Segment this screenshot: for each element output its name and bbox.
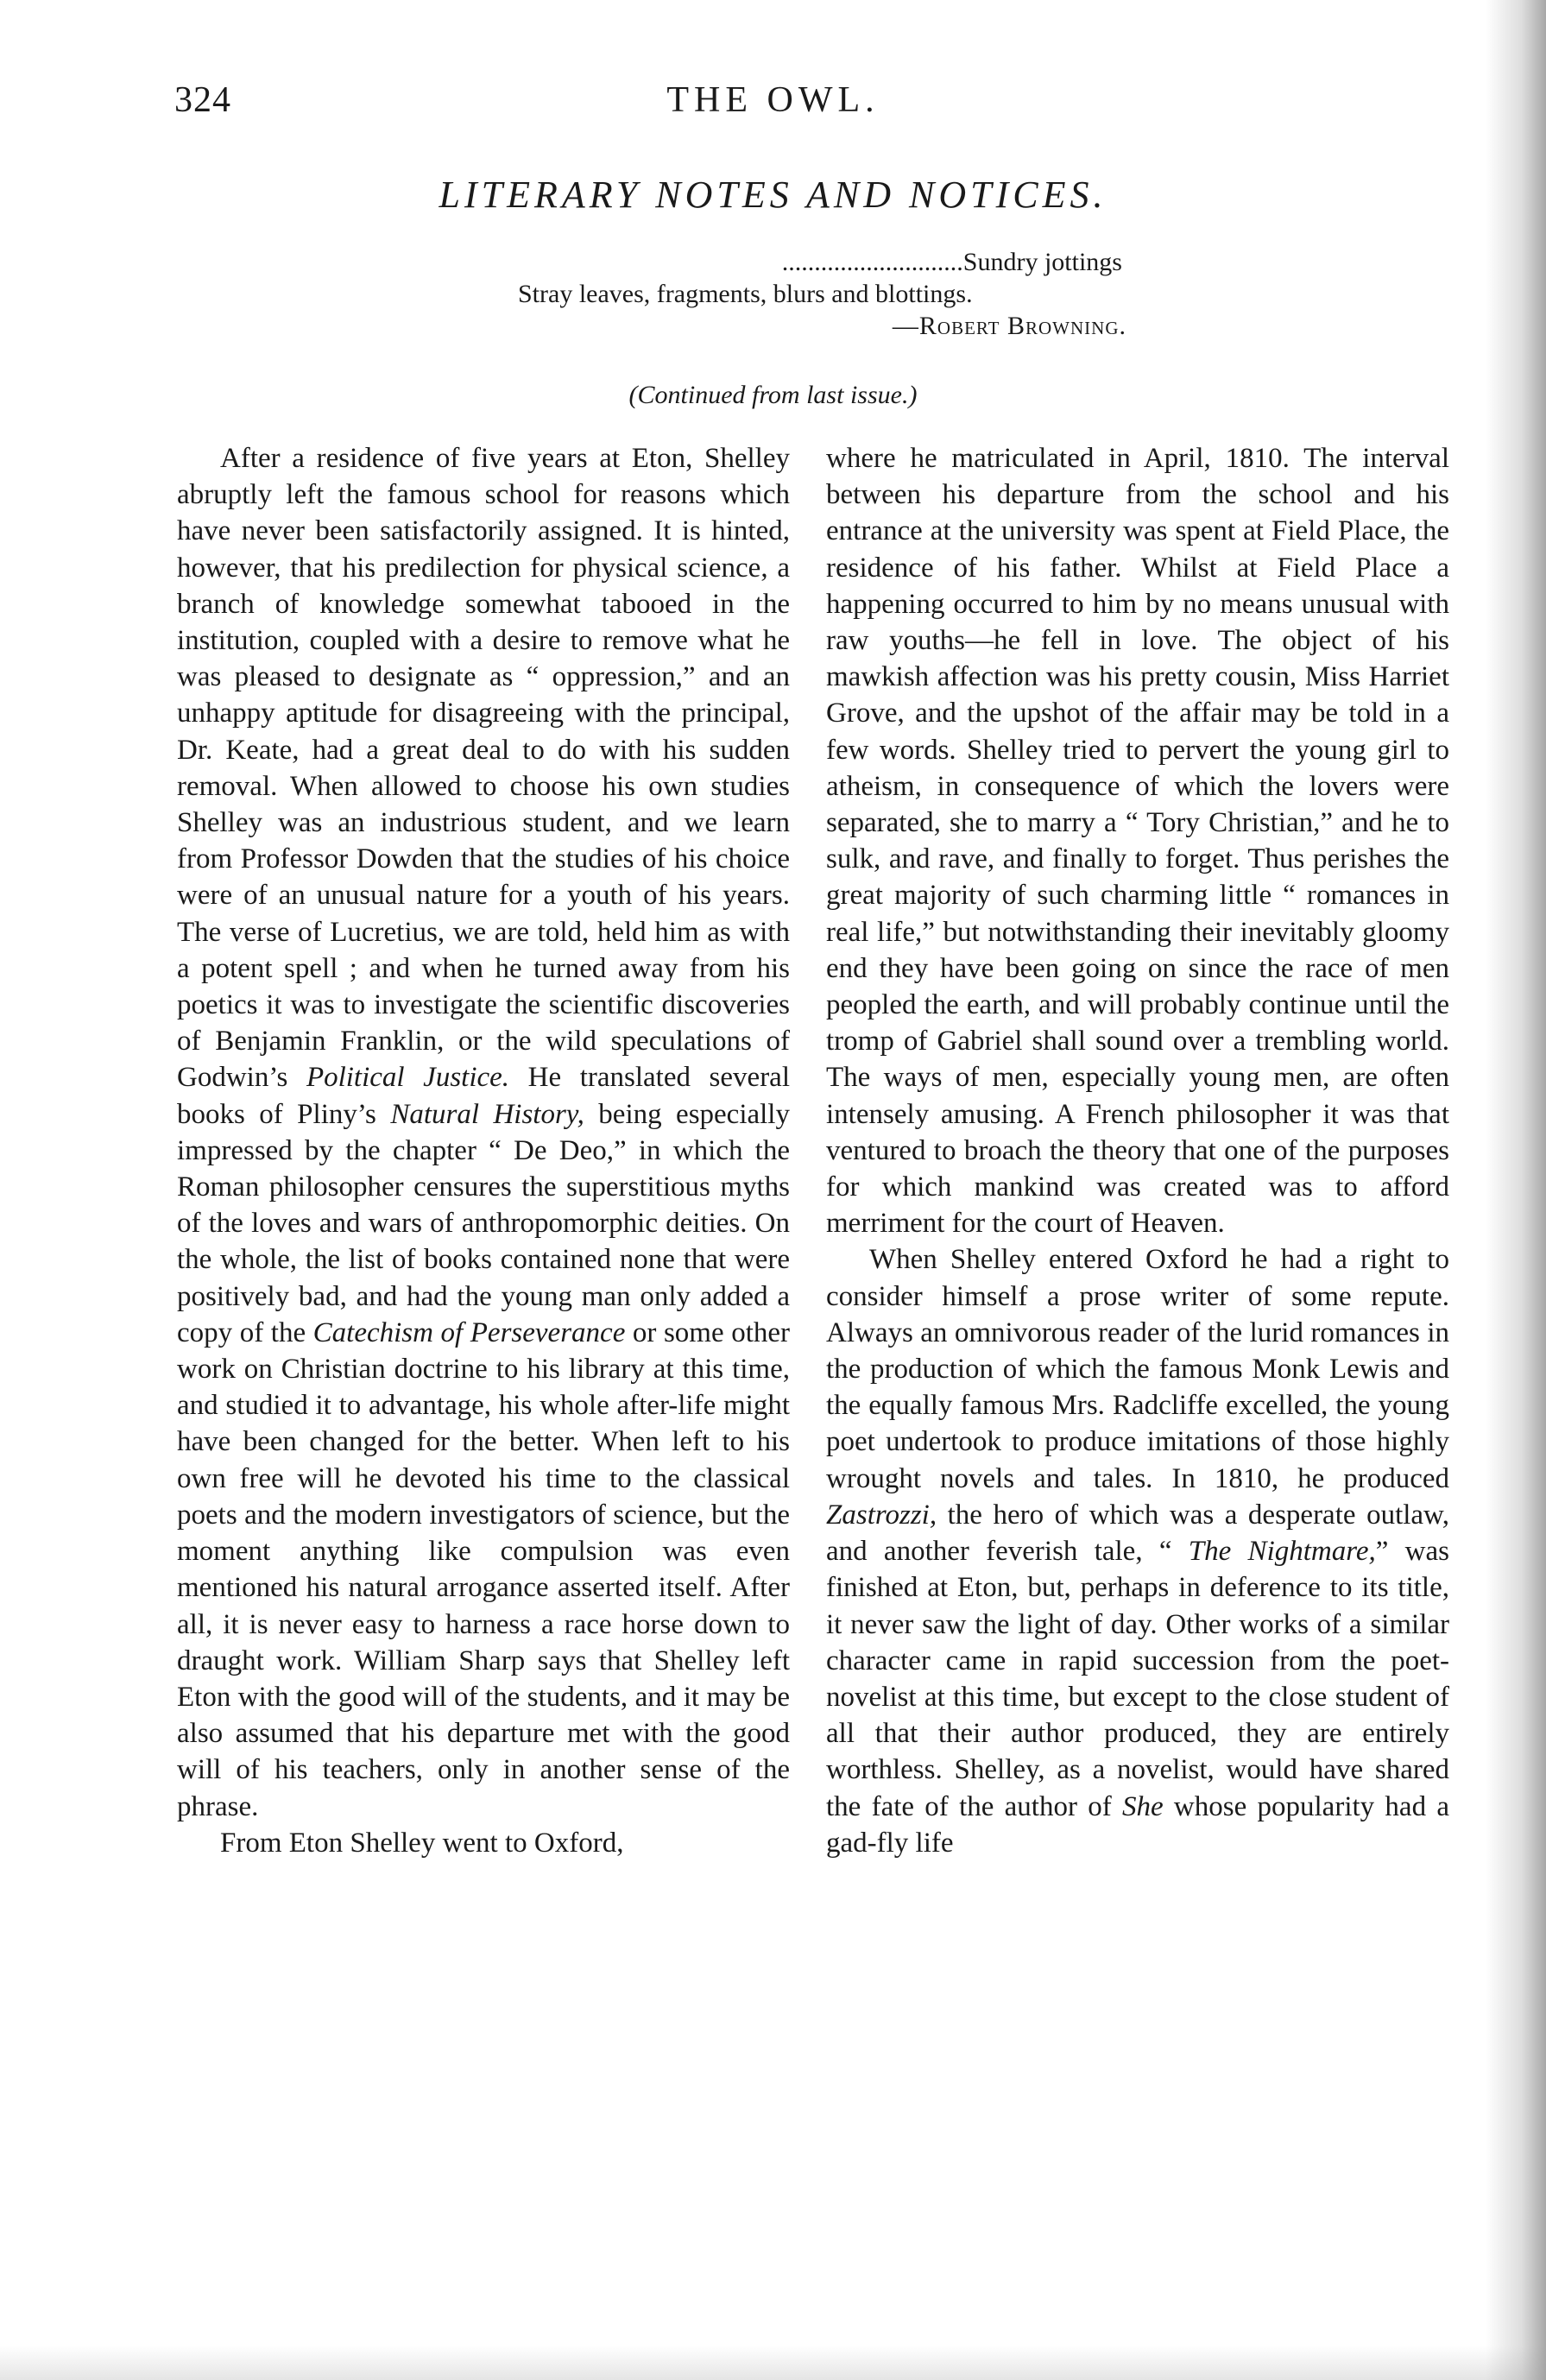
- running-head: THE OWL.: [666, 80, 880, 120]
- paragraph: where he matriculated in April, 1810. The interval between his departure from the school and his entrance at the university was spent at Field Place, the residence of his father. Whilst at Field Place a happening occurred to him by no means unusual with raw youths—he fell in love. The object of his mawkish affection was his pretty cousin, Miss Harriet Grove, and the upshot of the affair may be told in a few words. Shelley tried to pervert the young girl to atheism, in consequence of which the lovers were separated, she to marry a “ Tory Christian,” and he to sulk, and rave, and finally to forget. Thus perishes the great majority of such charming little “ romances in real life,” but notwithstanding their inevitably gloomy end they have been going on since the race of men peopled the earth, and will probably continue until the tromp of Gabriel shall sound over a trembling world. The ways of men, especially young men, are often intensely amusing. A French philosopher it was that ventured to broach the theory that one of the purposes for which mankind was created was to afford merriment for the court of Heaven.: [826, 443, 1449, 1240]
- right-column: [826, 440, 1449, 1861]
- italic-title: The Nightmare,: [1188, 1536, 1376, 1568]
- italic-title: Catechism of Perseverance: [312, 1316, 626, 1348]
- section-title: LITERARY NOTES AND NOTICES.: [439, 174, 1107, 216]
- epigraph-line-2: Stray leaves, fragments, blurs and blottings.: [518, 280, 973, 308]
- page-edge-shadow: [1486, 0, 1546, 2380]
- continued-note: (Continued from last issue.): [628, 381, 918, 409]
- text-run: or some other work on Christian doctrine to his library at this time, and studied it to advantage, his whole after-life might have been changed for the better. When left to his own free will he devoted his time to the classical poets and the modern investigators of science, but the moment anything like compulsion was even mentioned his natural arrogance asserted itself. After all, it is never easy to harness a race horse down to draught work. William Sharp says that Shelley left Eton with the good will of the students, and it may be also assumed that his departure met with the good will of his teachers, only in another sense of the phrase.: [177, 1316, 790, 1822]
- text-run: being especially impressed by the chapter “ De Deo,” in which the Roman philosopher censures the superstitious myths of the loves and wars of anthropomorphic deities. On the whole, the list of books contained none that were positively bad, and had the young man only added a copy of the: [177, 1098, 790, 1348]
- paragraph: [826, 1241, 1449, 1860]
- text-run: ” was finished at Eton, but, perhaps in deference to its title, it never saw the light of day. Other works of a similar character came in rapid succession from the poet-novelist at this time, but except to the close student of all that their author produced, they are entirely worthless. Shelley, as a novelist, would have shared the fate of the author of: [826, 1536, 1449, 1822]
- left-column: [177, 440, 790, 1861]
- text-run: After a residence of five years at Eton, Shelley abruptly left the famous school for reasons which have never been satisfactorily assigned. It is hinted, however, that his predilection for physical science, a branch of knowledge somewhat tabooed in the institution, coupled with a desire to remove what he was pleased to designate as “ oppression,” and an unhappy aptitude for disagreeing with the principal, Dr. Keate, had a great deal to do with his sudden removal. When allowed to choose his own studies Shelley was an industrious student, and we learn from Professor Dowden that the studies of his choice were of an unusual nature for a youth of his years. The verse of Lucretius, we are told, held him as with a potent spell ; and when he turned away from his poetics it was to investigate the scientific discoveries of Benjamin Franklin, or the wild speculations of Godwin’s: [177, 443, 790, 1094]
- epigraph-line-1: ............................Sundry jottings: [781, 248, 1122, 276]
- text-run: whose popularity had a gad-fly life: [826, 1790, 1449, 1859]
- italic-title: Natural History,: [390, 1098, 584, 1130]
- epigraph-attribution: —Robert Browning.: [892, 312, 1126, 340]
- italic-title: Zastrozzi,: [826, 1499, 937, 1531]
- italic-title: Political Justice.: [306, 1062, 510, 1094]
- page-number: 324: [174, 80, 231, 120]
- page-bottom-shadow: [0, 2345, 1546, 2380]
- epigraph: [518, 246, 1139, 342]
- paragraph: From Eton Shelley went to Oxford,: [220, 1827, 624, 1859]
- italic-title: She: [1122, 1790, 1164, 1822]
- text-run: the hero of which was a desperate outlaw, and another feverish tale, “: [826, 1499, 1449, 1568]
- text-run: When Shelley entered Oxford he had a right to consider himself a prose writer of some repute. Always an omnivorous reader of the lurid romances in the production of which the famous Monk Lewis and the equally famous Mrs. Radcliffe excelled, the young poet undertook to produce imitations of those highly wrought novels and tales. In 1810, he produced: [826, 1244, 1449, 1494]
- paragraph: [177, 440, 790, 1825]
- text-run: He translated several books of Pliny’s: [177, 1062, 790, 1130]
